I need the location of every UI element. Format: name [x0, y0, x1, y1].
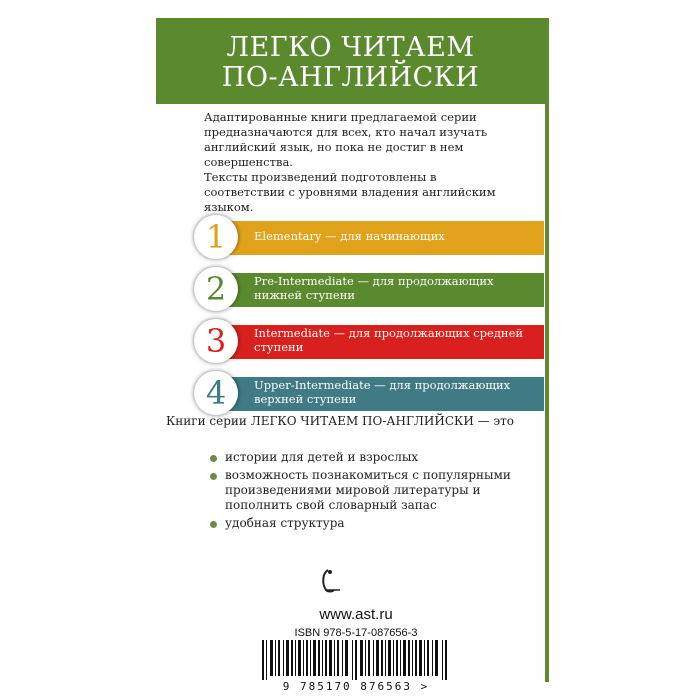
features-list: [210, 450, 530, 534]
title-banner: [156, 18, 545, 104]
level-1-row: [194, 218, 544, 256]
level-3-number-badge: 3: [194, 319, 238, 363]
bullet-icon: [210, 473, 217, 480]
description-paragraph-2: Тексты произведений подготовлены в соответствии с уровнями владения английским языком.: [204, 170, 496, 214]
level-2-row: [194, 270, 544, 308]
level-3-row: [194, 322, 544, 360]
series-title-line-1: ЛЕГКО ЧИТАЕМ: [226, 32, 475, 63]
series-title-line-2: ПО-АНГЛИЙСКИ: [221, 62, 480, 93]
level-2-label: Pre-Intermediate — для продолжающих нижней ступени: [254, 274, 494, 302]
feature-item: [210, 450, 530, 465]
level-4-label: Upper-Intermediate — для продолжающих верхней ступени: [254, 378, 511, 406]
level-4-row: [194, 374, 544, 412]
bullet-icon: [210, 455, 217, 462]
description-paragraph-1: Адаптированные книги предлагаемой серии предназначаются для всех, кто начал изучать английский язык, но пока не достиг в нем совершенства.: [204, 110, 488, 169]
lingua-logo-icon: [316, 566, 346, 596]
level-4-number-badge: 4: [194, 371, 238, 415]
level-3-label: Intermediate — для продолжающих средней ступени: [254, 326, 524, 354]
isbn-text: ISBN 978-5-17-087656-3: [294, 627, 418, 639]
feature-item: [210, 516, 530, 531]
level-1-number-badge: 1: [194, 215, 238, 259]
barcode-digits: 9 785170 876563 >: [282, 680, 430, 693]
level-1-label: Elementary — для начинающих: [254, 229, 445, 243]
lingua-logo-mark: [316, 566, 346, 596]
feature-text: удобная структура: [225, 516, 345, 530]
series-intro-text: Книги серии ЛЕГКО ЧИТАЕМ ПО-АНГЛИЙСКИ — это: [166, 414, 514, 428]
bullet-icon: [210, 521, 217, 528]
website-url: www.ast.ru: [319, 606, 393, 623]
feature-text: истории для детей и взрослых: [225, 450, 419, 464]
barcode-image: [258, 640, 454, 680]
spine-edge: [545, 18, 549, 682]
book-back-cover: [156, 18, 548, 693]
feature-item: [210, 468, 530, 513]
feature-text: возможность познакомиться с популярными произведениями мировой литературы и пополнить свой словарный запас: [225, 468, 511, 512]
level-2-number-badge: 2: [194, 267, 238, 311]
